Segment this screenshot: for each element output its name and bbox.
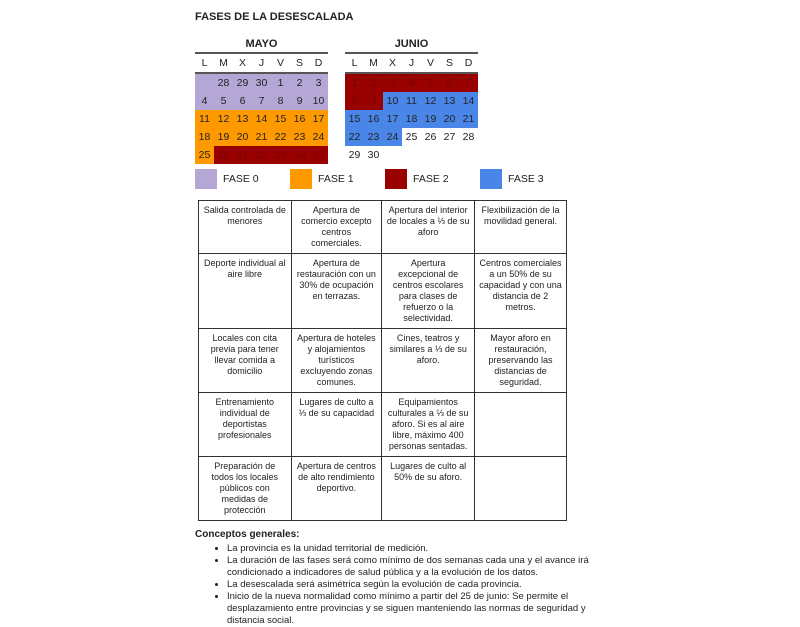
calendar-day: 15: [345, 110, 364, 128]
calendar-day: 20: [440, 110, 459, 128]
calendar-day: 12: [214, 110, 233, 128]
calendar-day: 7: [459, 74, 478, 92]
calendar-day: 8: [345, 92, 364, 110]
calendar-day: 2: [364, 74, 383, 92]
calendar-day: 23: [364, 128, 383, 146]
calendar-day: 1: [345, 74, 364, 92]
table-cell: Salida controlada de menores: [199, 201, 292, 254]
table-cell: Centros comerciales a un 50% de su capacidad y con una distancia de 2 metros.: [475, 254, 567, 329]
table-cell: Apertura de restauración con un 30% de ocupación en terrazas.: [291, 254, 382, 329]
concept-item: • La desescalada será asimétrica según la evolución de cada provincia.: [227, 579, 595, 591]
month-header: JUNIO: [345, 38, 478, 54]
general-concepts: [195, 529, 595, 627]
concept-item: • Inicio de la nueva normalidad como mínimo a partir del 25 de junio: Se permite el desplazamiento entre provincias y se siguen manteniendo las normas de seguridad y distancia social.: [227, 591, 595, 627]
calendar-day: 26: [214, 146, 233, 164]
table-row: [199, 393, 567, 457]
calendar-day: 19: [421, 110, 440, 128]
weekday-label: M: [214, 54, 233, 74]
calendar-day: 14: [459, 92, 478, 110]
calendar-day: 29: [348, 149, 361, 161]
legend-item: [195, 169, 290, 189]
weekday-label: S: [440, 54, 459, 74]
calendar-day: 18: [195, 128, 214, 146]
weekday-label: V: [421, 54, 440, 74]
calendar-day: 4: [402, 74, 421, 92]
legend-swatch: [385, 169, 407, 189]
calendar-day: 30: [252, 74, 271, 92]
calendar-day: 22: [271, 128, 290, 146]
calendar-day: 25: [405, 131, 418, 143]
weekday-label: J: [252, 54, 271, 74]
weekday-label: V: [271, 54, 290, 74]
calendar-may: [195, 38, 328, 164]
table-row: [199, 329, 567, 393]
weekday-label: D: [459, 54, 478, 74]
legend-item: [290, 169, 385, 189]
calendar-day: 9: [290, 92, 309, 110]
calendar-day: 30: [290, 146, 309, 164]
concept-item: • La provincia es la unidad territorial de medición.: [227, 543, 595, 555]
calendar-june: [345, 38, 478, 164]
content-flow: [195, 200, 595, 627]
weekday-label: D: [309, 54, 328, 74]
legend-label: FASE 1: [318, 173, 354, 185]
calendar-day: [195, 74, 214, 92]
calendar-day: 28: [462, 131, 475, 143]
calendar-day: 21: [459, 110, 478, 128]
calendar-day: 28: [214, 74, 233, 92]
calendar-day: 11: [402, 92, 421, 110]
table-cell: Apertura de hoteles y alojamientos turísticos excluyendo zonas comunes.: [291, 329, 382, 393]
table-cell: Apertura del interior de locales a ⅓ de su aforo: [382, 201, 475, 254]
calendar-day: 6: [440, 74, 459, 92]
table-cell: Apertura de comercio excepto centros comerciales.: [291, 201, 382, 254]
calendar-grid: [195, 54, 328, 164]
table-cell: Flexibilización de la movilidad general.: [475, 201, 567, 254]
calendar-day: 3: [383, 74, 402, 92]
phase-legend: [195, 169, 575, 189]
month-header: MAYO: [195, 38, 328, 54]
weekday-label: L: [195, 54, 214, 74]
calendar-day: 17: [309, 110, 328, 128]
calendar-day: 3: [309, 74, 328, 92]
calendar-day: 8: [271, 92, 290, 110]
weekday-label: X: [383, 54, 402, 74]
concepts-list: [195, 543, 595, 627]
calendar-day: 23: [290, 128, 309, 146]
calendar-day: 4: [195, 92, 214, 110]
calendar-day: 13: [440, 92, 459, 110]
calendar-day: 16: [364, 110, 383, 128]
table-cell: Locales con cita previa para tener llevar comida a domicilio: [199, 329, 292, 393]
weekday-label: L: [345, 54, 364, 74]
calendar-day: 12: [421, 92, 440, 110]
calendar-day: 19: [214, 128, 233, 146]
calendar-day: 20: [233, 128, 252, 146]
calendar-day: 5: [421, 74, 440, 92]
legend-label: FASE 0: [223, 173, 259, 185]
calendar-day: 5: [214, 92, 233, 110]
calendar-day: 9: [364, 92, 383, 110]
table-row: [199, 457, 567, 521]
calendar-day: 22: [345, 128, 364, 146]
calendar-day: 10: [383, 92, 402, 110]
calendar-day: 29: [233, 74, 252, 92]
table-row: [199, 254, 567, 329]
calendar-day: 21: [252, 128, 271, 146]
calendar-day: 13: [233, 110, 252, 128]
calendar-day: 18: [402, 110, 421, 128]
calendar-day: 27: [443, 131, 456, 143]
table-cell: Deporte individual al aire libre: [199, 254, 292, 329]
calendar-day: 31: [309, 146, 328, 164]
calendar-day: 1: [271, 74, 290, 92]
table-cell: Cines, teatros y similares a ⅓ de su aforo.: [382, 329, 475, 393]
table-cell: Apertura de centros de alto rendimiento deportivo.: [291, 457, 382, 521]
calendar-day: 27: [233, 146, 252, 164]
calendar-day: 26: [424, 131, 437, 143]
calendar-day: 29: [271, 146, 290, 164]
legend-label: FASE 2: [413, 173, 449, 185]
calendar-day: 25: [195, 146, 214, 164]
legend-item: [385, 169, 480, 189]
table-cell: [475, 393, 567, 457]
concept-item: • La duración de las fases será como mínimo de dos semanas cada una y el avance irá condicionado a indicadores de salud pública y a la evolución de los datos.: [227, 555, 595, 579]
calendar-day: 28: [252, 146, 271, 164]
concepts-heading: Conceptos generales:: [195, 529, 300, 540]
legend-label: FASE 3: [508, 173, 544, 185]
calendar-day: 10: [309, 92, 328, 110]
table-cell: Lugares de culto a ⅓ de su capacidad: [291, 393, 382, 457]
table-cell: Equipamientos culturales a ⅓ de su aforo. Si es al aire libre, máximo 400 personas sentadas.: [382, 393, 475, 457]
calendar-day: 2: [290, 74, 309, 92]
legend-item: [480, 169, 575, 189]
calendar-day: 6: [233, 92, 252, 110]
calendar-day: 7: [252, 92, 271, 110]
weekday-label: S: [290, 54, 309, 74]
page-title: FASES DE LA DESESCALADA: [195, 11, 354, 23]
table-cell: Lugares de culto al 50% de su aforo.: [382, 457, 475, 521]
legend-swatch: [290, 169, 312, 189]
calendar-day: 24: [309, 128, 328, 146]
table-row: [199, 201, 567, 254]
legend-swatch: [480, 169, 502, 189]
measures-table: [198, 200, 567, 521]
table-cell: Apertura excepcional de centros escolares para clases de refuerzo o la selectividad.: [382, 254, 475, 329]
table-cell: Preparación de todos los locales públicos con medidas de protección: [199, 457, 292, 521]
calendar-grid: [345, 54, 478, 164]
calendar-day: 24: [383, 128, 402, 146]
weekday-label: J: [402, 54, 421, 74]
calendar-day: 30: [367, 149, 380, 161]
weekday-label: M: [364, 54, 383, 74]
calendar-day: 17: [383, 110, 402, 128]
table-cell: Entrenamiento individual de deportistas profesionales: [199, 393, 292, 457]
calendar-day: 11: [195, 110, 214, 128]
weekday-label: X: [233, 54, 252, 74]
table-cell: Mayor aforo en restauración, preservando las distancias de seguridad.: [475, 329, 567, 393]
table-cell: [475, 457, 567, 521]
calendar-day: 15: [271, 110, 290, 128]
calendar-day: 16: [290, 110, 309, 128]
legend-swatch: [195, 169, 217, 189]
calendar-day: 14: [252, 110, 271, 128]
